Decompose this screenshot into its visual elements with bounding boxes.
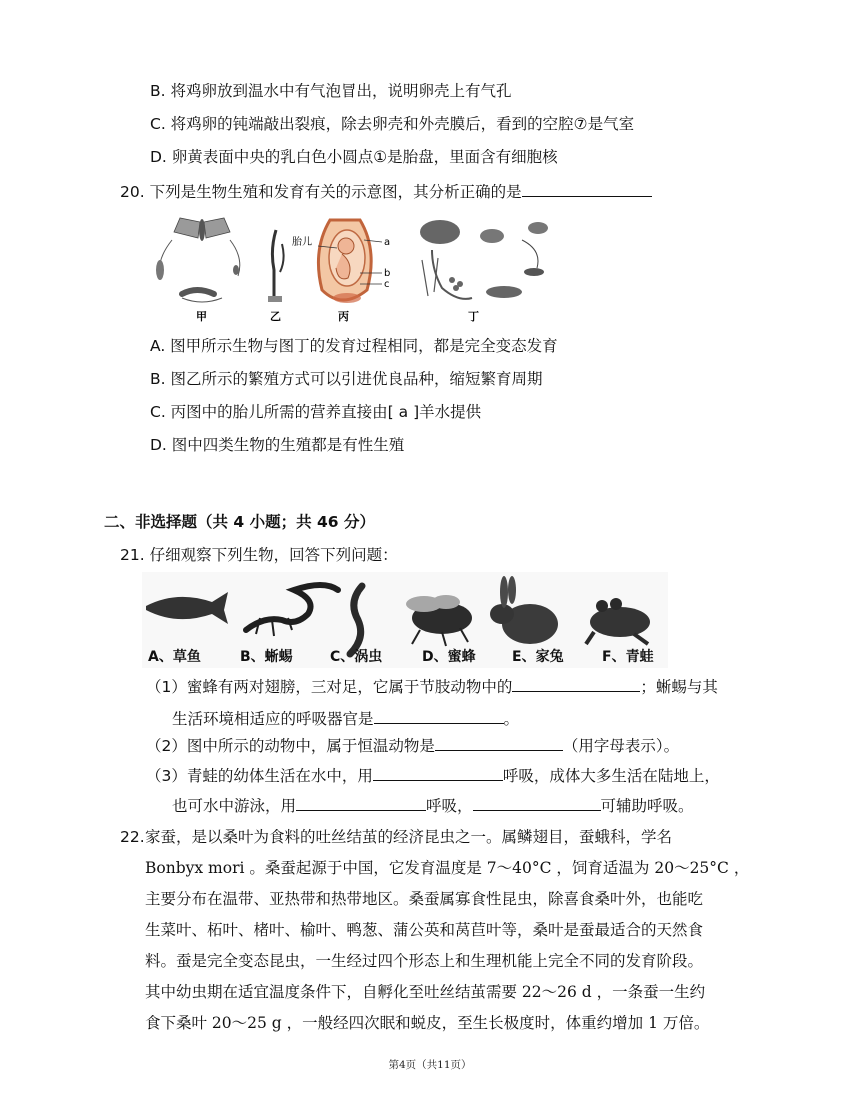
q21-sub1-blank1[interactable] bbox=[512, 675, 640, 692]
animal-label-b: B、蜥蜴 bbox=[240, 649, 293, 665]
frog-icon bbox=[590, 607, 650, 637]
q20-option-c: C. 丙图中的胎儿所需的营养直接由[ a ]羊水提供 bbox=[150, 403, 482, 421]
q20-option-a: A. 图甲所示生物与图丁的发育过程相同，都是完全变态发育 bbox=[150, 337, 558, 355]
q21-sub2 bbox=[146, 734, 679, 757]
animal-label-e: E、家兔 bbox=[512, 649, 564, 665]
q20-option-b: B. 图乙所示的繁殖方式可以引进优良品种，缩短繁育周期 bbox=[150, 370, 543, 388]
q22-line-5: 料。蚕是完全变态昆虫，一生经过四个形态上和生理机能上完全不同的发育阶段。 bbox=[145, 952, 704, 970]
q19-option-c: C. 将鸡卵的钝端敲出裂痕，除去卵壳和外壳膜后，看到的空腔⑦是气室 bbox=[150, 115, 635, 133]
fetus-uterus-diagram bbox=[318, 220, 382, 303]
label-a: a bbox=[384, 237, 391, 248]
q21-stem-text: 仔细观察下列生物，回答下列问题： bbox=[149, 546, 398, 564]
q21-sub3-text3: 也可水中游泳，用 bbox=[172, 797, 297, 815]
q21-sub3-line1 bbox=[146, 764, 720, 787]
q21-sub3-text5: 可辅助呼吸。 bbox=[600, 797, 694, 815]
q21-sub1-line2 bbox=[172, 707, 519, 730]
label-jia: 甲 bbox=[196, 310, 207, 323]
q21-sub1-text2: ；蜥蜴与其 bbox=[640, 678, 718, 696]
label-ding: 丁 bbox=[468, 310, 479, 323]
q21-sub1-blank2[interactable] bbox=[374, 707, 504, 724]
grafting-diagram bbox=[268, 230, 284, 302]
q21-sub3-blank2[interactable] bbox=[296, 794, 426, 811]
q21-sub3-line2 bbox=[172, 794, 694, 817]
q21-sub3-text2: 呼吸，成体大多生活在陆地上， bbox=[502, 767, 720, 785]
q21-sub1-line1 bbox=[146, 675, 718, 698]
animal-label-f: F、青蛙 bbox=[602, 649, 654, 665]
q21-sub3-blank3[interactable] bbox=[473, 794, 601, 811]
q22-line-7: 食下桑叶 20～25 g ，一般经四次眠和蜕皮，至生长极度时，体重约增加 1 万倍。 bbox=[145, 1014, 710, 1032]
label-c: c bbox=[384, 279, 390, 290]
label-taier: 胎儿 bbox=[292, 237, 312, 248]
q20-number: 20. bbox=[120, 183, 145, 201]
q20-stem-text: 下列是生物生殖和发育有关的示意图，其分析正确的是 bbox=[149, 183, 522, 201]
animals-figure bbox=[142, 572, 668, 668]
q19-option-d: D. 卵黄表面中央的乳白色小圆点①是胎盘，里面含有细胞核 bbox=[150, 148, 558, 166]
q22-line-3: 主要分布在温带、亚热带和热带地区。桑蚕属寡食性昆虫，除喜食桑叶外，也能吃 bbox=[145, 890, 704, 908]
q21-sub3-blank1[interactable] bbox=[373, 764, 503, 781]
q21-sub1-text: （1）蜜蜂有两对翅膀，三对足，它属于节肢动物中的 bbox=[146, 678, 513, 696]
q21-sub3-text4: 呼吸， bbox=[426, 797, 473, 815]
moth-lifecycle-diagram bbox=[156, 218, 240, 302]
q21-number: 21. bbox=[120, 546, 145, 564]
q21-sub1-end: 。 bbox=[503, 710, 520, 728]
q20-stem bbox=[120, 180, 652, 203]
label-yi: 乙 bbox=[270, 310, 281, 323]
q22-line-1: 家蚕，是以桑叶为食料的吐丝结茧的经济昆虫之一。属鳞翅目，蚕蛾科，学名 bbox=[145, 828, 673, 846]
q21-stem bbox=[120, 544, 398, 566]
q21-sub1-text3: 生活环境相适应的呼吸器官是 bbox=[172, 710, 374, 728]
q22-line-2: Bonbyx mori 。桑蚕起源于中国，它发育温度是 7～40°C ，饲育适温为 20～25°C ， bbox=[145, 859, 750, 877]
q20-answer-blank[interactable] bbox=[522, 180, 652, 197]
label-b: b bbox=[384, 268, 391, 279]
animal-label-a: A、草鱼 bbox=[148, 649, 201, 665]
q21-sub3-text: （3）青蛙的幼体生活在水中，用 bbox=[146, 767, 373, 785]
animal-label-d: D、蜜蜂 bbox=[422, 649, 476, 665]
q22-line-6: 其中幼虫期在适宜温度条件下，自孵化至吐丝结茧需要 22～26 d ，一条蚕一生约 bbox=[145, 983, 706, 1001]
animal-label-c: C、涡虫 bbox=[330, 649, 383, 665]
q22-line-4: 生菜叶、柘叶、楮叶、榆叶、鸭葱、蒲公英和莴苣叶等，桑叶是蚕最适合的天然食 bbox=[145, 921, 704, 939]
q20-option-d: D. 图中四类生物的生殖都是有性生殖 bbox=[150, 436, 405, 454]
section-title: 二、非选择题（共 4 小题；共 46 分） bbox=[104, 513, 375, 531]
reproduction-figure bbox=[142, 210, 567, 328]
q21-sub2-text2: （用字母表示）。 bbox=[562, 737, 680, 755]
page-footer: 第4页（共11页） bbox=[388, 1059, 472, 1071]
label-bing: 丙 bbox=[338, 310, 349, 323]
q21-sub2-text: （2）图中所示的动物中，属于恒温动物是 bbox=[146, 737, 435, 755]
frog-lifecycle-diagram bbox=[420, 220, 548, 299]
q19-option-b: B. 将鸡卵放到温水中有气泡冒出，说明卵壳上有气孔 bbox=[150, 82, 512, 100]
q21-sub2-blank[interactable] bbox=[435, 734, 563, 751]
q22-number: 22. bbox=[120, 828, 145, 846]
